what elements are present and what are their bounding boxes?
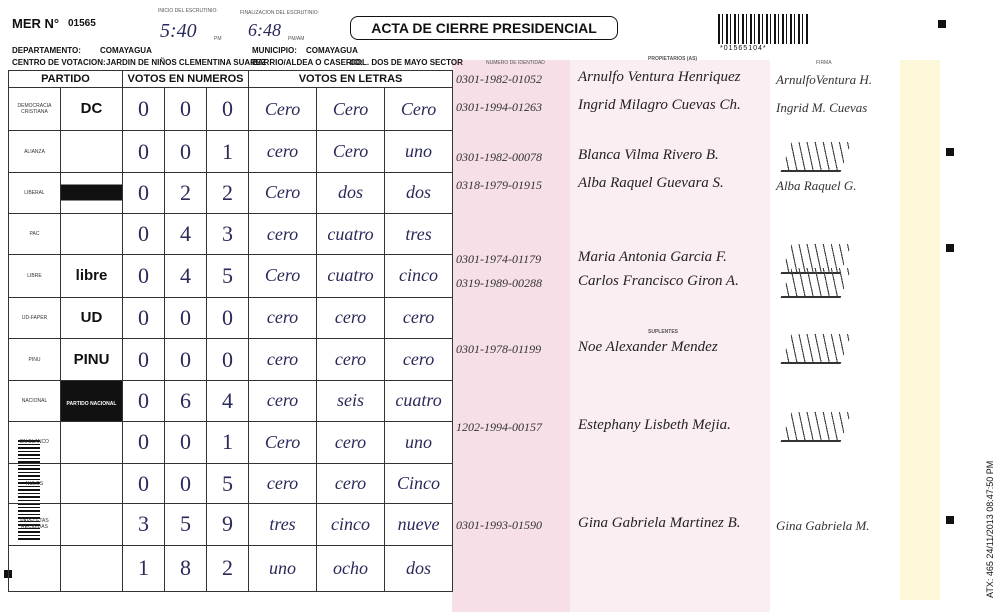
vote-digit: 0 (123, 381, 165, 421)
party-name: UD-FAPER (9, 297, 61, 338)
party-logo-text: DC (80, 100, 103, 118)
centro-value: JARDIN DE NIÑOS CLEMENTINA SUAREZ (106, 58, 267, 67)
signature-scribble (781, 412, 852, 442)
party-name: LIBERAL (9, 172, 61, 213)
end-time: 6:48 (248, 20, 281, 40)
vote-digit: 0 (123, 338, 165, 380)
vote-row (9, 255, 453, 297)
member-name: Carlos Francisco Giron A. (578, 273, 739, 289)
centro-label: CENTRO DE VOTACION: (12, 58, 106, 67)
col-partido: PARTIDO (9, 71, 123, 88)
vote-digit: 0 (207, 297, 249, 338)
party-logo-text: UD (80, 308, 103, 326)
vote-word: uno (385, 131, 453, 172)
vote-word: uno (249, 545, 317, 591)
vote-digit: 2 (207, 172, 249, 213)
vote-word: cinco (385, 255, 453, 297)
vote-word: ocho (317, 545, 385, 591)
vote-digit: 8 (165, 545, 207, 591)
party-logo (61, 172, 123, 213)
end-label: FINALIZACION DEL ESCRUTINIO: (240, 10, 319, 16)
party-name: PAPELETAS RECIBIDAS (9, 504, 61, 545)
votes-table (8, 70, 453, 592)
vote-digit: 4 (165, 213, 207, 254)
departamento-value: COMAYAGUA (100, 46, 152, 55)
vote-word: Cero (249, 421, 317, 463)
vote-row (9, 504, 453, 545)
vote-digit: 5 (207, 255, 249, 297)
party-logo (61, 88, 123, 131)
member-id: 0301-1974-01179 (456, 252, 542, 266)
vote-row (9, 172, 453, 213)
member-name: Arnulfo Ventura Henriquez (578, 69, 741, 85)
party-name: DEMOCRACIA CRISTIANA (9, 88, 61, 131)
document-title: ACTA DE CIERRE PRESIDENCIAL (350, 16, 618, 40)
vote-word: tres (385, 213, 453, 254)
vote-digit: 0 (207, 88, 249, 131)
registration-mark (946, 244, 954, 252)
signature-scribble (781, 334, 852, 364)
vote-word: Cero (385, 88, 453, 131)
party-logo (61, 421, 123, 463)
member-id: 0301-1978-01199 (456, 342, 542, 356)
vote-word: dos (385, 545, 453, 591)
vote-row (9, 463, 453, 503)
vote-digit: 3 (123, 504, 165, 545)
vote-row (9, 131, 453, 172)
municipio-value: COMAYAGUA (306, 46, 358, 55)
member-name: Maria Antonia Garcia F. (578, 249, 727, 265)
start-ampm: PM (214, 36, 222, 42)
vote-digit: 0 (165, 297, 207, 338)
member-signature: Alba Raquel G. (776, 178, 857, 193)
vote-digit: 1 (123, 545, 165, 591)
barrio-value: COL. DOS DE MAYO SECTOR (350, 58, 463, 67)
vote-digit: 0 (123, 255, 165, 297)
barcode (718, 14, 810, 44)
vote-digit: 1 (207, 421, 249, 463)
barcode-number: *01565104* (720, 45, 767, 52)
vote-digit: 9 (207, 504, 249, 545)
vote-digit: 0 (165, 88, 207, 131)
vote-digit: 0 (165, 131, 207, 172)
vote-word: cero (249, 381, 317, 421)
member-name: Gina Gabriela Martinez B. (578, 515, 741, 531)
vote-digit: 2 (207, 545, 249, 591)
party-name: LIBRE (9, 255, 61, 297)
vote-digit: 0 (123, 88, 165, 131)
departamento-label: DEPARTAMENTO: (12, 46, 81, 55)
member-name: Estephany Lisbeth Mejia. (578, 417, 731, 433)
vote-row (9, 421, 453, 463)
member-id: 0301-1982-01052 (456, 72, 542, 86)
vote-digit: 5 (165, 504, 207, 545)
firma-header: FIRMA (816, 60, 832, 66)
vote-digit: 0 (123, 131, 165, 172)
vote-digit: 4 (207, 381, 249, 421)
vote-digit: 1 (207, 131, 249, 172)
vote-word: uno (385, 421, 453, 463)
party-logo-text: PARTIDO NACIONAL (66, 400, 117, 407)
vote-digit: 0 (165, 338, 207, 380)
party-logo-text: PINU (73, 350, 110, 368)
barrio-label: BARRIO/ALDEA O CASERIO: (252, 58, 363, 67)
registration-mark (946, 148, 954, 156)
party-name (9, 545, 61, 591)
vote-digit: 6 (165, 381, 207, 421)
vote-digit: 0 (123, 172, 165, 213)
vote-word: dos (385, 172, 453, 213)
vote-word: cero (249, 131, 317, 172)
vote-word: cuatro (317, 255, 385, 297)
party-logo (61, 545, 123, 591)
vote-digit: 0 (123, 463, 165, 503)
member-id: 0319-1989-00288 (456, 276, 542, 290)
vote-word: tres (249, 504, 317, 545)
vote-word: cero (249, 297, 317, 338)
props-header: PROPIETARIOS (AS) (648, 56, 698, 62)
suplentes-header: SUPLENTES (648, 329, 679, 335)
vote-row (9, 213, 453, 254)
party-logo (61, 504, 123, 545)
vote-digit: 5 (207, 463, 249, 503)
end-ampm: PM/AM (288, 36, 305, 42)
vote-word: seis (317, 381, 385, 421)
member-signature: Gina Gabriela M. (776, 518, 870, 533)
member-signature: ArnulfoVentura H. (776, 72, 873, 87)
timestamp-stamp: ATX: 465 24/11/2013 08:47:50 PM (985, 460, 995, 598)
signature-scribble (781, 142, 852, 172)
signature-scribble (781, 268, 852, 298)
vote-word: cero (385, 297, 453, 338)
member-signature: Ingrid M. Cuevas (776, 100, 868, 115)
vote-word: cuatro (385, 381, 453, 421)
municipio-label: MUNICIPIO: (252, 46, 297, 55)
party-logo (61, 381, 123, 421)
vote-word: cero (249, 213, 317, 254)
vote-row (9, 297, 453, 338)
party-name: EN BLANCO (9, 421, 61, 463)
vote-digit: 0 (207, 338, 249, 380)
registration-mark (938, 20, 946, 28)
registration-mark (946, 516, 954, 524)
mer-label: MER N° (12, 16, 60, 31)
party-logo-text: libre (75, 266, 108, 284)
party-name: NULOS (9, 463, 61, 503)
vote-row (9, 545, 453, 591)
id-header: NUMERO DE IDENTIDAD (486, 60, 545, 66)
vote-digit: 0 (165, 463, 207, 503)
vote-word: cero (317, 421, 385, 463)
party-name: PINU (9, 338, 61, 380)
start-label: INICIO DEL ESCRUTINIO: (158, 8, 218, 14)
vote-word: Cero (249, 172, 317, 213)
party-logo (61, 131, 123, 172)
vote-word: cero (385, 338, 453, 380)
vote-word: nueve (385, 504, 453, 545)
vote-word: Cero (249, 255, 317, 297)
party-logo (61, 213, 123, 254)
mer-number: 01565 (68, 18, 96, 29)
vote-digit: 0 (123, 213, 165, 254)
member-name: Alba Raquel Guevara S. (578, 175, 724, 191)
member-id: 0301-1993-01590 (456, 518, 542, 532)
member-name: Noe Alexander Mendez (578, 339, 718, 355)
vote-word: Cero (249, 88, 317, 131)
yellow-band (900, 60, 940, 600)
vote-word: cero (317, 463, 385, 503)
vote-row (9, 338, 453, 380)
vote-word: Cero (317, 131, 385, 172)
vote-word: cero (317, 297, 385, 338)
vote-word: cero (249, 463, 317, 503)
member-name: Ingrid Milagro Cuevas Ch. (578, 97, 741, 113)
vote-digit: 4 (165, 255, 207, 297)
col-numeros: VOTOS EN NUMEROS (123, 71, 249, 88)
party-name: ALIANZA (9, 131, 61, 172)
party-logo (61, 297, 123, 338)
member-id: 0301-1994-01263 (456, 100, 542, 114)
vote-word: cinco (317, 504, 385, 545)
vote-digit: 0 (165, 421, 207, 463)
vote-digit: 3 (207, 213, 249, 254)
vote-row (9, 88, 453, 131)
member-id: 0301-1982-00078 (456, 150, 542, 164)
vote-digit: 0 (123, 421, 165, 463)
member-id: 0318-1979-01915 (456, 178, 542, 192)
party-name: PAC (9, 213, 61, 254)
vote-row (9, 381, 453, 421)
vote-word: dos (317, 172, 385, 213)
vote-word: Cinco (385, 463, 453, 503)
party-logo (61, 463, 123, 503)
member-name: Blanca Vilma Rivero B. (578, 147, 719, 163)
vote-word: cuatro (317, 213, 385, 254)
start-time: 5:40 (160, 20, 197, 42)
vote-word: cero (249, 338, 317, 380)
vote-word: Cero (317, 88, 385, 131)
party-logo (61, 255, 123, 297)
party-logo (61, 338, 123, 380)
member-id: 1202-1994-00157 (456, 420, 542, 434)
col-letras: VOTOS EN LETRAS (249, 71, 453, 88)
party-name: NACIONAL (9, 381, 61, 421)
vote-digit: 2 (165, 172, 207, 213)
vote-digit: 0 (123, 297, 165, 338)
vote-word: cero (317, 338, 385, 380)
